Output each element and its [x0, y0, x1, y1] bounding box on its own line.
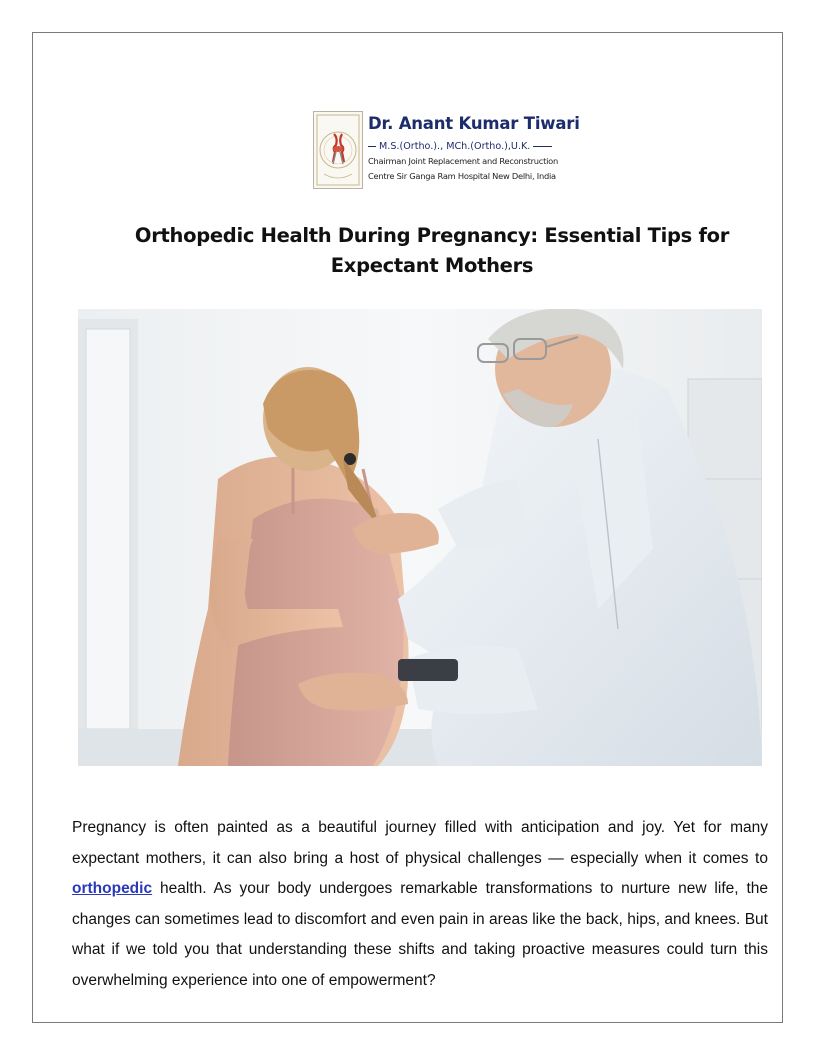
intro-text-after-link: health. As your body undergoes remarkable transformations to nurture new life, the changes can sometimes lead to discomfort and even pain in areas like the back, hips, and knees. But what if we told you that understanding these shifts and taking proactive measures could turn this overwhelming experience into one of empowerment?	[72, 880, 768, 989]
intro-text-before-link: Pregnancy is often painted as a beautiful journey filled with anticipation and joy. Yet for many expectant mothers, it can also bring a host of physical challenges — especially when it comes to	[72, 819, 768, 867]
divider	[368, 146, 376, 147]
knee-joint-seal-icon	[313, 111, 363, 189]
doctor-logo	[313, 111, 580, 191]
logo-doctor-name: Dr. Anant Kumar Tiwari	[368, 114, 580, 133]
doctor-examining-patient-back-photo	[78, 309, 762, 766]
logo-position-line-2: Centre Sir Ganga Ram Hospital New Delhi, India	[368, 171, 556, 181]
logo-qualifications-row	[368, 139, 552, 153]
logo-qualifications: M.S.(Ortho.)., MCh.(Ortho.),U.K.	[379, 140, 531, 152]
article-intro-paragraph	[72, 813, 768, 997]
logo-position-line-1: Chairman Joint Replacement and Reconstruction	[368, 156, 558, 166]
orthopedic-link[interactable]: orthopedic	[72, 880, 153, 898]
divider	[533, 146, 552, 147]
article-title: Orthopedic Health During Pregnancy: Essential Tips for Expectant Mothers	[134, 224, 730, 277]
